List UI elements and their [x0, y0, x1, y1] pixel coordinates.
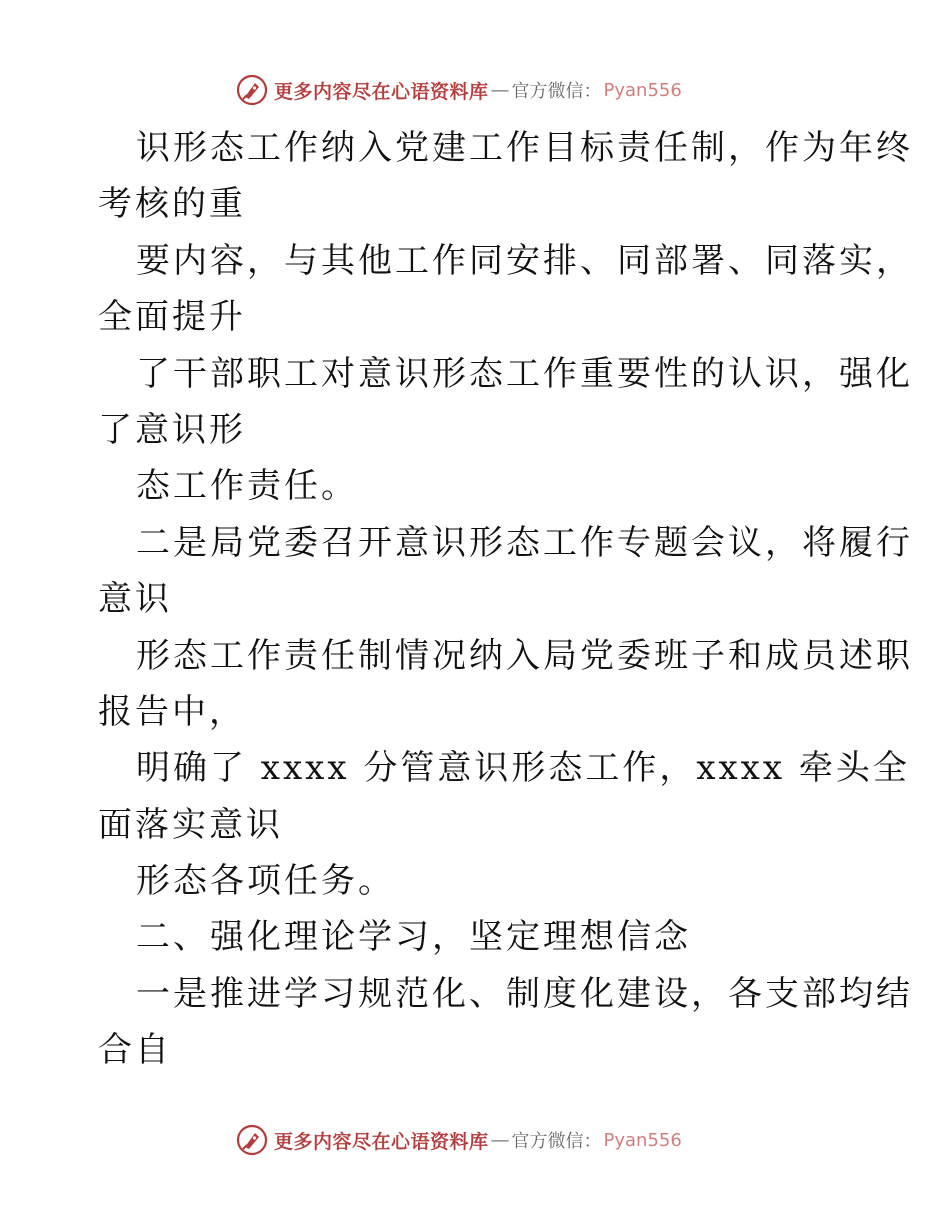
- document-body: [98, 120, 913, 1079]
- document-line: 要内容，与其他工作同安排、同部署、同落实，: [136, 240, 913, 281]
- pen-nib-circle-icon: [236, 74, 268, 106]
- pen-nib-circle-icon: [236, 1124, 268, 1156]
- watermark-wechat-id: Pyan556: [603, 79, 682, 101]
- watermark-dash: —: [490, 79, 510, 101]
- document-line: 识形态工作纳入党建工作目标责任制，作为年终: [136, 128, 913, 168]
- document-line: 一是推进学习规范化、制度化建设，各支部均结: [136, 973, 913, 1014]
- document-line: 了意识形: [98, 409, 246, 450]
- watermark-sub-text: 官方微信：: [511, 81, 602, 102]
- footer-watermark: [236, 1120, 682, 1160]
- document-line: 了干部职工对意识形态工作重要性的认识，强化: [136, 353, 913, 394]
- document-line: 二、强化理论学习，坚定理想信念: [136, 917, 691, 958]
- document-line: 合自: [98, 1030, 172, 1071]
- document-line: 报告中，: [98, 691, 246, 732]
- document-line: 二是局党委召开意识形态工作专题会议，将履行: [136, 522, 913, 563]
- document-line: 明确了 xxxx 分管意识形态工作，xxxx 牵头全: [136, 748, 910, 789]
- header-watermark: [236, 70, 682, 110]
- watermark-brand-text: 更多内容尽在心语资料库: [274, 80, 489, 103]
- document-line: 考核的重: [98, 184, 246, 225]
- watermark-dash: —: [490, 1129, 510, 1151]
- document-line: 形态工作责任制情况纳入局党委班子和成员述职: [136, 635, 913, 676]
- watermark-wechat-id: Pyan556: [603, 1129, 682, 1151]
- document-line: 意识: [98, 579, 172, 620]
- document-line: 形态各项任务。: [136, 861, 395, 902]
- watermark-sub-text: 官方微信：: [511, 1131, 602, 1152]
- document-line: 态工作责任。: [136, 466, 358, 507]
- watermark-brand-text: 更多内容尽在心语资料库: [274, 1130, 489, 1153]
- document-line: 面落实意识: [98, 804, 283, 845]
- document-line: 全面提升: [98, 297, 246, 338]
